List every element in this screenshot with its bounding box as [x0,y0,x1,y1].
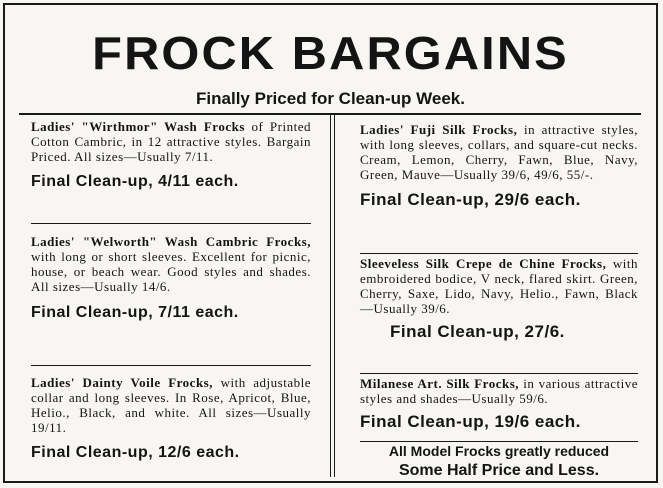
right-item-3 [360,376,638,432]
subheadline: Finally Priced for Clean-up Week. [196,89,465,108]
column-divider-2 [334,115,335,477]
item-price: Final Clean-up, 27/6. [390,322,565,341]
right-rule-3 [360,441,638,442]
item-name: Ladies' "Wirthmor" Wash Frocks [31,119,245,134]
right-rule-2 [360,373,638,374]
item-price: Final Clean-up, 29/6 each. [360,190,581,209]
item-description: of Printed Cotton Cambric, in 12 attractive styles. Bargain Priced. All sizes—Usually 7/11. [31,119,311,164]
item-name: Ladies' Dainty Voile Frocks, [31,375,213,390]
item-description: with embroidered bodice, V neck, flared skirt. Green, Cherry, Saxe, Lido, Navy, Helio., Fawn, Black—Usually 39/6. [360,256,639,316]
footer-line-1: All Model Frocks greatly reduced [388,443,610,459]
left-item-2 [31,234,311,323]
right-item-1 [360,122,638,210]
item-name: Sleeveless Silk Crepe de Chine Frocks, [360,256,607,271]
item-description: in attractive styles, with long sleeves, collars, and square-cut necks. Cream, Lemon, Cherry, Fawn, Blue, Navy, Green, Mauve—Usually 39/6, 49/6, 55/-. [360,122,638,182]
headline: FROCK BARGAINS [92,27,569,79]
right-item-2 [360,256,638,342]
item-description: with long or short sleeves. Excellent for picnic, house, or beach wear. Good styles and shades. All sizes—Usually 14/6. [31,249,311,294]
item-name: Ladies' Fuji Silk Frocks, [360,122,518,137]
left-item-1 [31,119,311,192]
column-divider [330,115,331,477]
item-name: Milanese Art. Silk Frocks, [360,376,520,391]
advertisement [3,3,658,483]
item-name: Ladies' "Welworth" Wash Cambric Frocks, [31,234,311,249]
item-price: Final Clean-up, 12/6 each. [31,444,240,461]
item-price: Final Clean-up, 19/6 each. [360,412,581,431]
item-price: Final Clean-up, 4/11 each. [31,173,239,190]
left-item-3 [31,375,311,463]
item-description: in various attractive styles and shades—Usually 59/6. [360,376,638,406]
item-description: with adjustable collar and long sleeves. In Rose, Apricot, Blue, Helio., Black, and white. All sizes—Usually 19/11. [31,375,311,435]
left-rule-2 [31,365,311,366]
item-price: Final Clean-up, 7/11 each. [31,304,239,321]
footer-line-2: Some Half Price and Less. [398,462,600,479]
right-rule-1 [360,253,638,254]
left-rule-1 [31,223,311,224]
